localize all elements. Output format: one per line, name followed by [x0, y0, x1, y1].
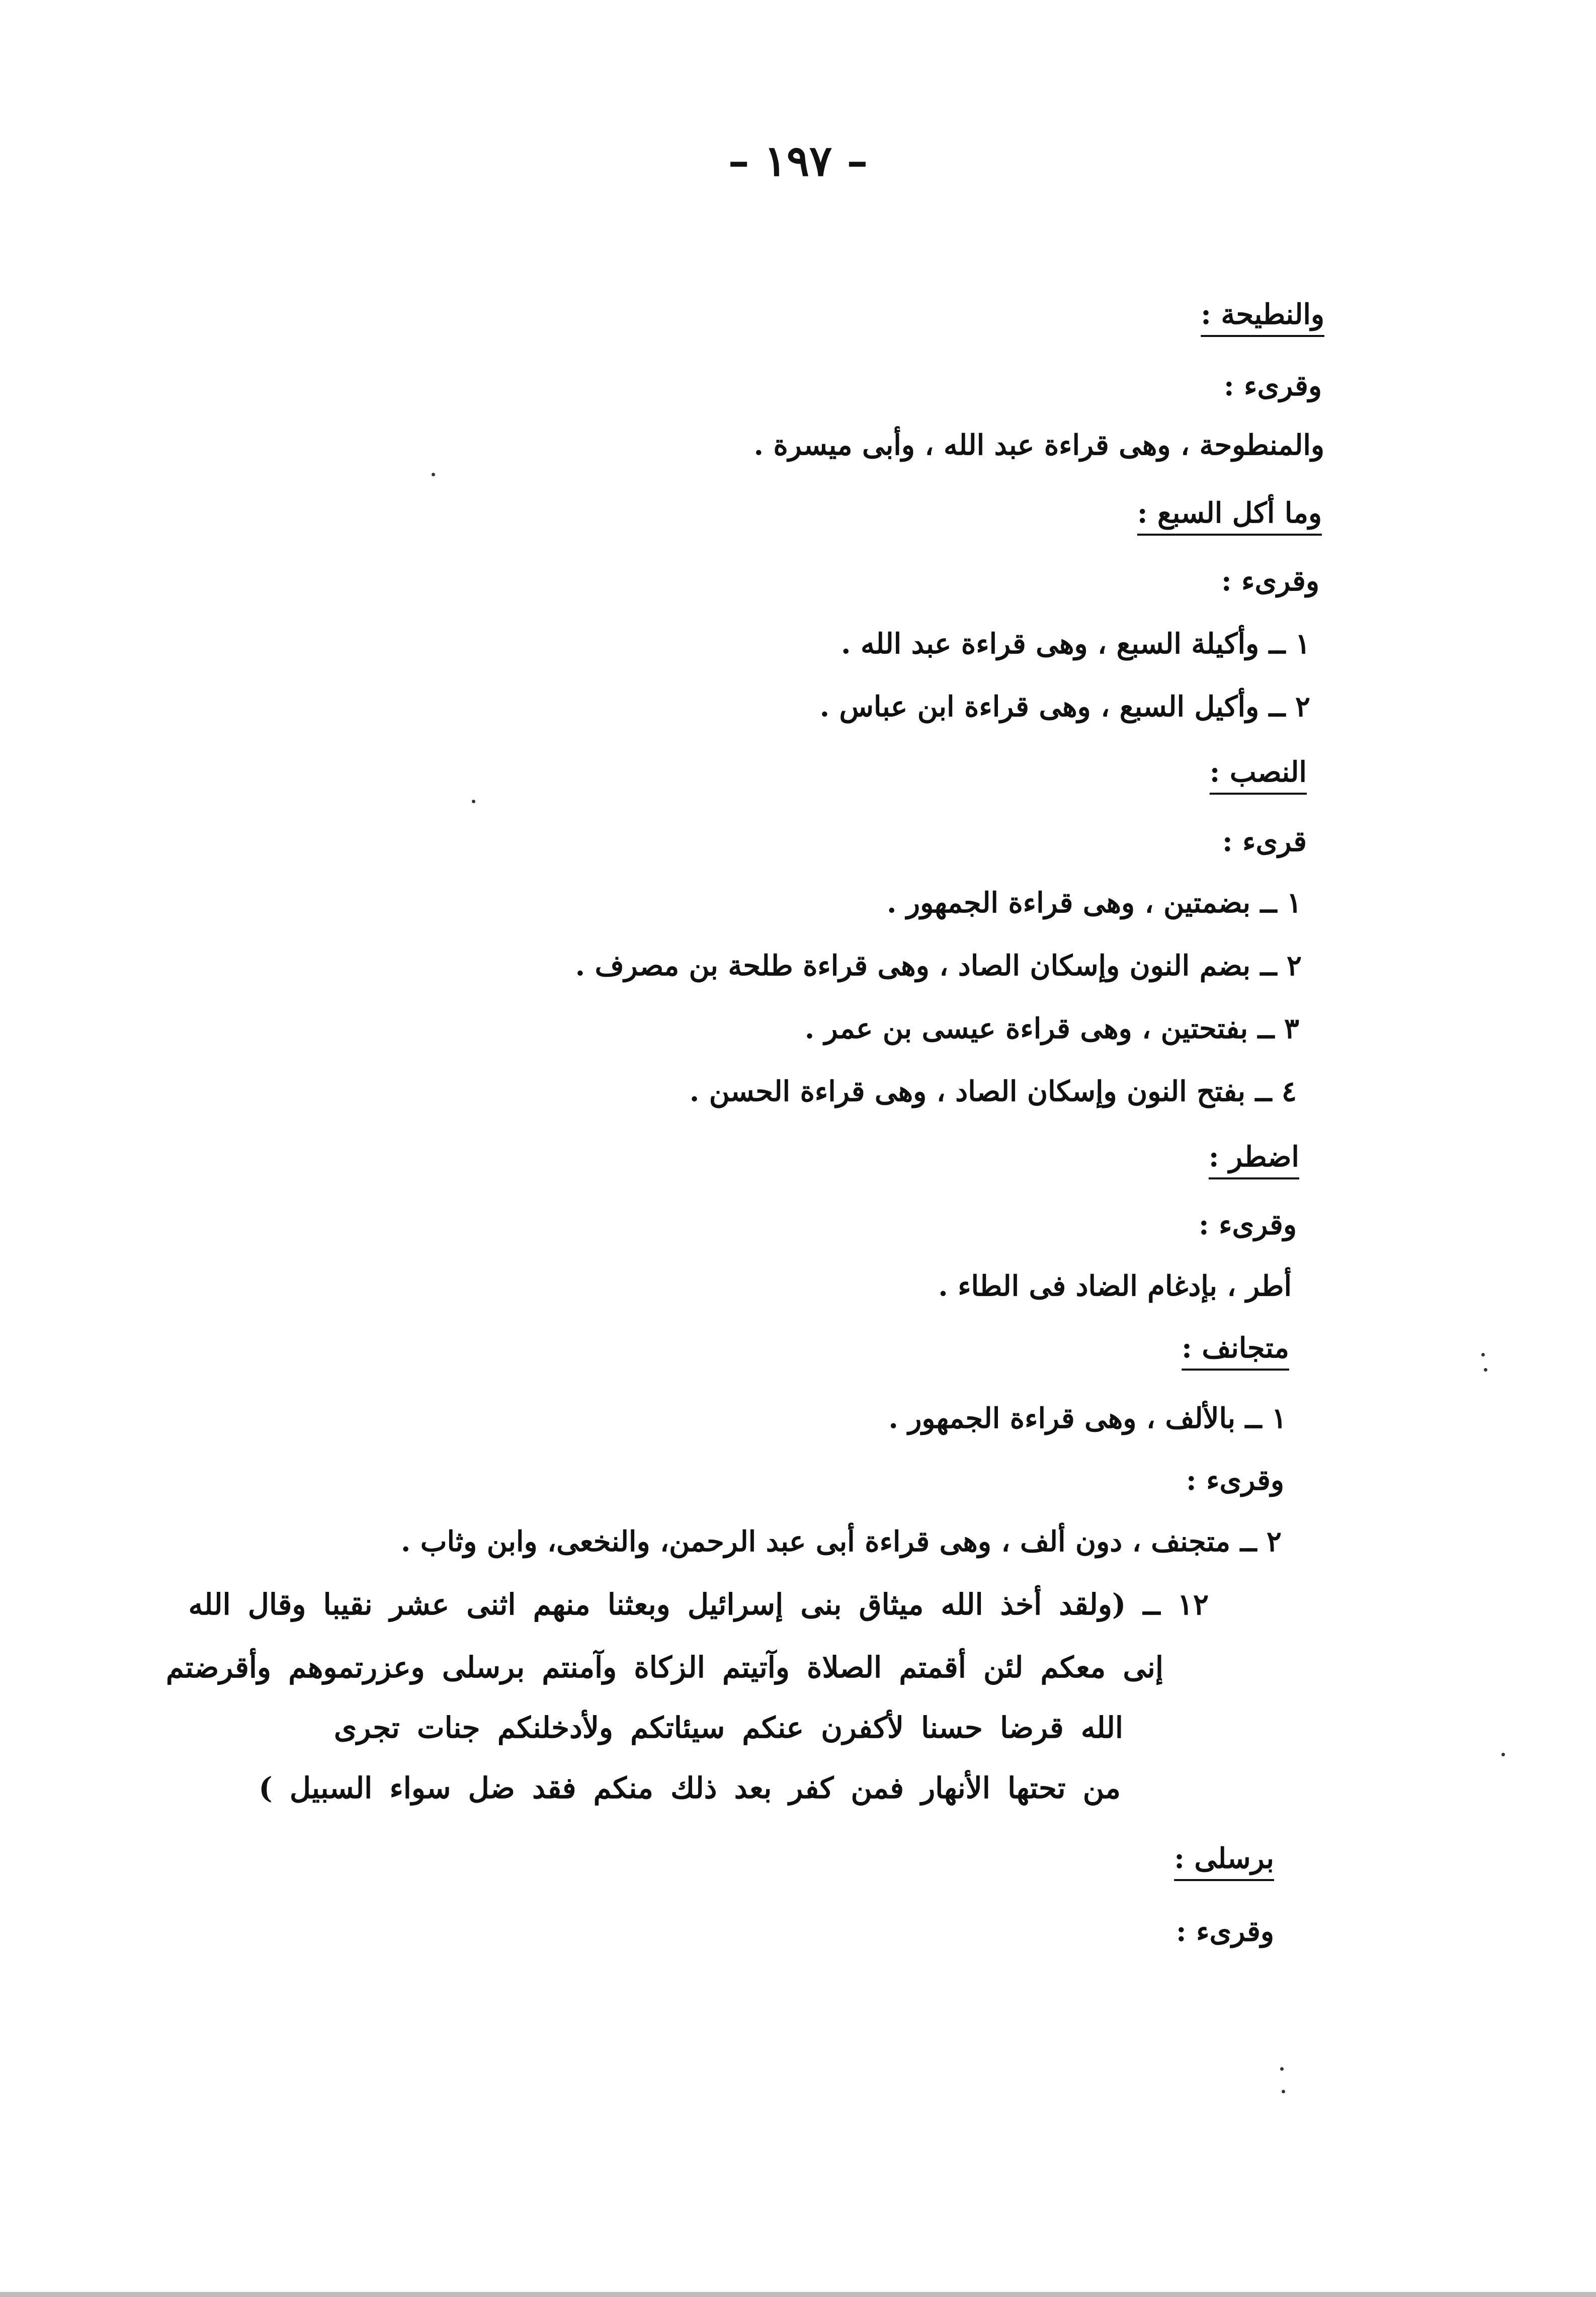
- scan-speck: [1484, 1368, 1487, 1372]
- page-number: – ١٩٧ –: [728, 136, 868, 186]
- text-line: ٣ ــ بفتحتين ، وهى قراءة عيسى بن عمر .: [804, 1012, 1299, 1045]
- scan-speck: [1282, 2090, 1285, 2093]
- scan-speck: [1280, 2067, 1284, 2071]
- text-line: قرىء :: [1222, 825, 1307, 858]
- entry-heading-ma-akala: وما أكل السبع :: [1137, 496, 1322, 530]
- text-line: وقرىء :: [1221, 564, 1319, 598]
- scan-speck: [1481, 1353, 1485, 1356]
- text-line: ١ ــ وأكيلة السبع ، وهى قراءة عبد الله .: [841, 627, 1310, 660]
- text-line: ٢ ــ متجنف ، دون ألف ، وهى قراءة أبى عبد الرحمن، والنخعى، وابن وثاب .: [400, 1525, 1282, 1558]
- entry-heading-natiha: والنطيحة :: [1201, 298, 1324, 331]
- scan-speck: [1501, 1753, 1505, 1756]
- verse-line: من تحتها الأنهار فمن كفر بعد ذلك منكم فقد ضل سواء السبيل ): [259, 1771, 1121, 1805]
- text-line: وقرىء :: [1198, 1208, 1297, 1241]
- text-line: وقرىء :: [1223, 369, 1322, 402]
- text-line: ١ ــ بالألف ، وهى قراءة الجمهور .: [888, 1402, 1287, 1435]
- verse-line: الله قرضا حسنا لأكفرن عنكم سيئاتكم ولأدخلنكم جنات تجرى: [333, 1711, 1123, 1745]
- text-line: والمنطوحة ، وهى قراءة عبد الله ، وأبى ميسرة .: [753, 429, 1324, 462]
- verse-line: ١٢ ــ (ولقد أخذ الله ميثاق بنى إسرائيل وبعثنا منهم اثنى عشر نقيبا وقال الله: [188, 1587, 1209, 1622]
- text-line: أطر ، بإدغام الضاد فى الطاء .: [938, 1269, 1292, 1303]
- entry-heading-birusuli: برسلى :: [1174, 1842, 1274, 1875]
- entry-heading-mutajanif: متجانف :: [1182, 1331, 1289, 1365]
- text-line: وقرىء :: [1175, 1915, 1274, 1948]
- scan-speck: [472, 800, 475, 803]
- text-line: وقرىء :: [1186, 1464, 1284, 1497]
- entry-heading-idturra: اضطر :: [1208, 1140, 1299, 1173]
- text-line: ١ ــ بضمتين ، وهى قراءة الجمهور .: [887, 886, 1302, 919]
- text-line: ٢ ــ بضم النون وإسكان الصاد ، وهى قراءة طلحة بن مصرف .: [575, 949, 1302, 982]
- text-line: ٢ ــ وأكيل السبع ، وهى قراءة ابن عباس .: [819, 690, 1310, 723]
- text-line: ٤ ــ بفتح النون وإسكان الصاد ، وهى قراءة الحسن .: [689, 1075, 1297, 1108]
- scan-speck: [432, 473, 435, 476]
- verse-line: إنى معكم لئن أقمتم الصلاة وآتيتم الزكاة وآمنتم برسلى وعزرتموهم وأقرضتم: [165, 1650, 1163, 1684]
- bottom-divider: [0, 2292, 1596, 2297]
- entry-heading-nusub: النصب :: [1209, 755, 1307, 789]
